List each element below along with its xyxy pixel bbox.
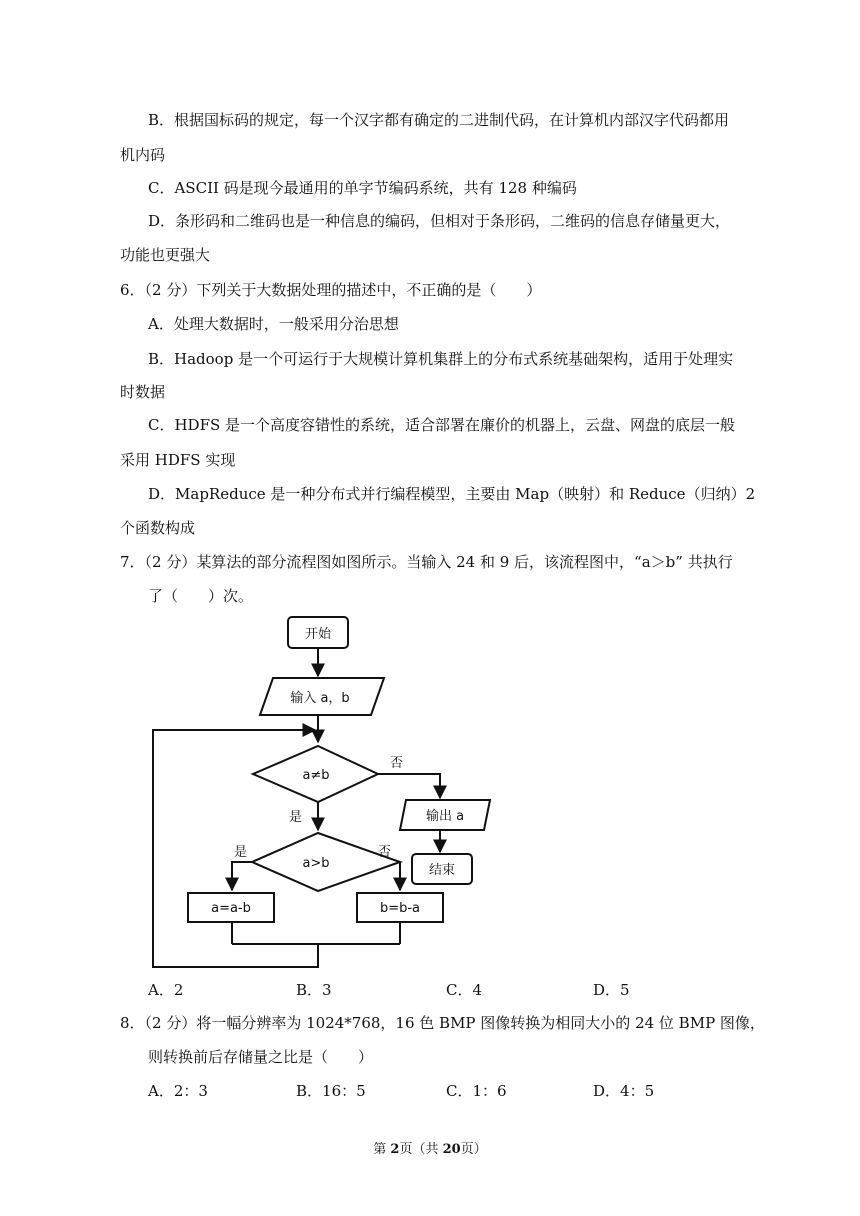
q7-option-a: A．2	[148, 981, 184, 999]
footer-page-number: 2	[390, 1142, 400, 1157]
page-footer	[0, 1141, 860, 1159]
footer-middle: 页（共	[399, 1142, 443, 1157]
flow-input-label: 输入 a，b	[290, 691, 350, 706]
q5-option-d-line1: D．条形码和二维码也是一种信息的编码，但相对于条形码，二维码的信息存储量更大，	[148, 212, 731, 230]
q8-stem-line2: 则转换前后存储量之比是（ ）	[148, 1048, 374, 1066]
q6-option-b-line2: 时数据	[120, 383, 166, 401]
q8-option-d: D．4：5	[593, 1082, 655, 1100]
q8-option-b: B．16：5	[296, 1082, 366, 1100]
q6-option-d-line2: 个函数构成	[120, 519, 196, 537]
q6-option-b-line1: B．Hadoop 是一个可运行于大规模计算机集群上的分布式系统基础架构，适用于处理实	[148, 350, 734, 368]
q7-stem-line1: 7．（2 分）某算法的部分流程图如图所示。当输入 24 和 9 后，该流程图中，“a＞b” 共执行	[120, 553, 733, 571]
q6-option-a: A．处理大数据时，一般采用分治思想	[148, 315, 399, 333]
footer-prefix: 第	[373, 1142, 391, 1157]
flowchart-figure	[150, 612, 495, 970]
q7-option-c: C．4	[446, 981, 483, 999]
q6-stem: 6．（2 分）下列关于大数据处理的描述中，不正确的是（ ）	[120, 281, 542, 299]
flow-output-label: 输出 a	[425, 809, 465, 824]
q6-option-d-line1: D．MapReduce 是一种分布式并行编程模型，主要由 Map（映射）和 Reduce（归纳）2	[148, 485, 756, 503]
q5-option-d-line2: 功能也更强大	[120, 246, 211, 264]
flow-cond1-no-label: 否	[390, 756, 404, 771]
q5-option-b-line1: B．根据国标码的规定，每一个汉字都有确定的二进制代码，在计算机内部汉字代码都用	[148, 111, 730, 129]
q8-option-a: A．2：3	[148, 1082, 208, 1100]
q7-option-d: D．5	[593, 981, 630, 999]
q6-option-c-line2: 采用 HDFS 实现	[120, 451, 236, 469]
flow-end-label: 结束	[428, 863, 456, 878]
flow-assign-a-label: a=a-b	[211, 901, 251, 916]
flow-cond2-yes-label: 是	[234, 845, 248, 860]
q6-option-c-line1: C．HDFS 是一个高度容错性的系统，适合部署在廉价的机器上，云盘、网盘的底层一般	[148, 416, 736, 434]
footer-total-pages: 20	[442, 1142, 461, 1157]
q7-stem-line2: 了（ ）次。	[148, 587, 254, 605]
flow-start-label: 开始	[304, 627, 332, 642]
footer-suffix: 页）	[460, 1142, 487, 1157]
flow-cond1-yes-label: 是	[289, 810, 303, 825]
flow-cond1-label: a≠b	[302, 768, 330, 783]
q5-option-b-line2: 机内码	[120, 146, 166, 164]
q5-option-c: C．ASCII 码是现今最通用的单字节编码系统，共有 128 种编码	[148, 179, 577, 197]
q8-option-c: C．1：6	[446, 1082, 507, 1100]
flow-cond2-label: a>b	[302, 856, 330, 871]
flow-cond2-no-label: 否	[378, 845, 392, 860]
q7-option-b: B．3	[296, 981, 332, 999]
flow-assign-b-label: b=b-a	[379, 901, 421, 916]
q8-stem-line1: 8．（2 分）将一幅分辨率为 1024*768，16 色 BMP 图像转换为相同大小的 24 位 BMP 图像，	[120, 1014, 765, 1032]
